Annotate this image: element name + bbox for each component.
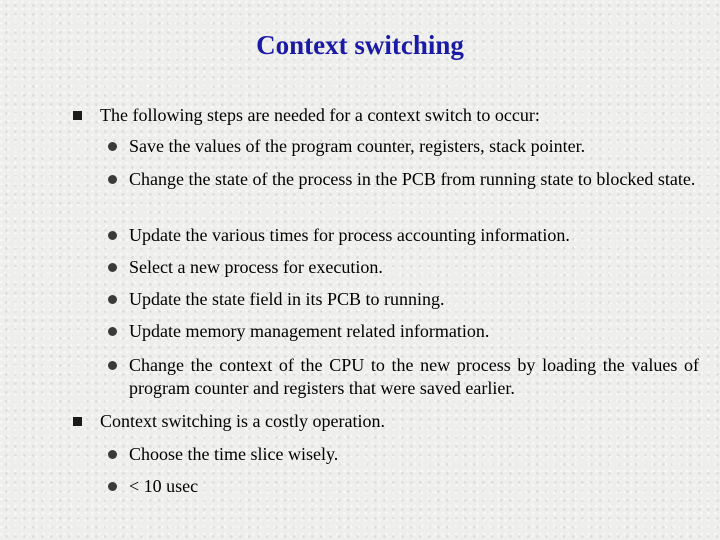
sub-bullet-text: < 10 usec <box>129 476 199 496</box>
sub-bullet-item <box>129 443 699 466</box>
sub-bullet-item <box>129 354 699 400</box>
sub-bullet-text: Update memory management related information. <box>129 321 490 341</box>
sub-bullet-item <box>129 320 699 343</box>
round-bullet-icon <box>108 450 117 459</box>
sub-bullet-item <box>129 168 699 191</box>
sub-bullet-item <box>129 475 699 498</box>
round-bullet-icon <box>108 327 117 336</box>
slide-title: Context switching <box>256 30 464 60</box>
round-bullet-icon <box>108 231 117 240</box>
bullet-text: Context switching is a costly operation. <box>100 411 385 431</box>
sub-bullet-text: Update the state field in its PCB to running. <box>129 289 445 309</box>
round-bullet-icon <box>108 175 117 184</box>
sub-bullet-item <box>129 224 699 247</box>
sub-bullet-text: Choose the time slice wisely. <box>129 444 339 464</box>
bullet-item-cost <box>100 410 700 432</box>
sub-bullet-text: Change the state of the process in the PCB from running state to blocked state. <box>129 169 696 189</box>
round-bullet-icon <box>108 482 117 491</box>
bullet-item-steps <box>100 104 700 126</box>
round-bullet-icon <box>108 142 117 151</box>
sub-bullet-text: Update the various times for process accounting information. <box>129 225 570 245</box>
sub-bullet-item <box>129 135 699 158</box>
square-bullet-icon <box>73 417 82 426</box>
round-bullet-icon <box>108 361 117 370</box>
bullet-text: The following steps are needed for a context switch to occur: <box>100 105 540 125</box>
sub-bullet-item <box>129 288 699 311</box>
sub-bullet-text: Change the context of the CPU to the new process by loading the values of program counter and registers that were saved earlier. <box>129 355 699 398</box>
sub-bullet-item <box>129 256 699 279</box>
sub-bullet-text: Select a new process for execution. <box>129 257 383 277</box>
round-bullet-icon <box>108 263 117 272</box>
sub-bullet-text: Save the values of the program counter, registers, stack pointer. <box>129 136 586 156</box>
round-bullet-icon <box>108 295 117 304</box>
square-bullet-icon <box>73 111 82 120</box>
